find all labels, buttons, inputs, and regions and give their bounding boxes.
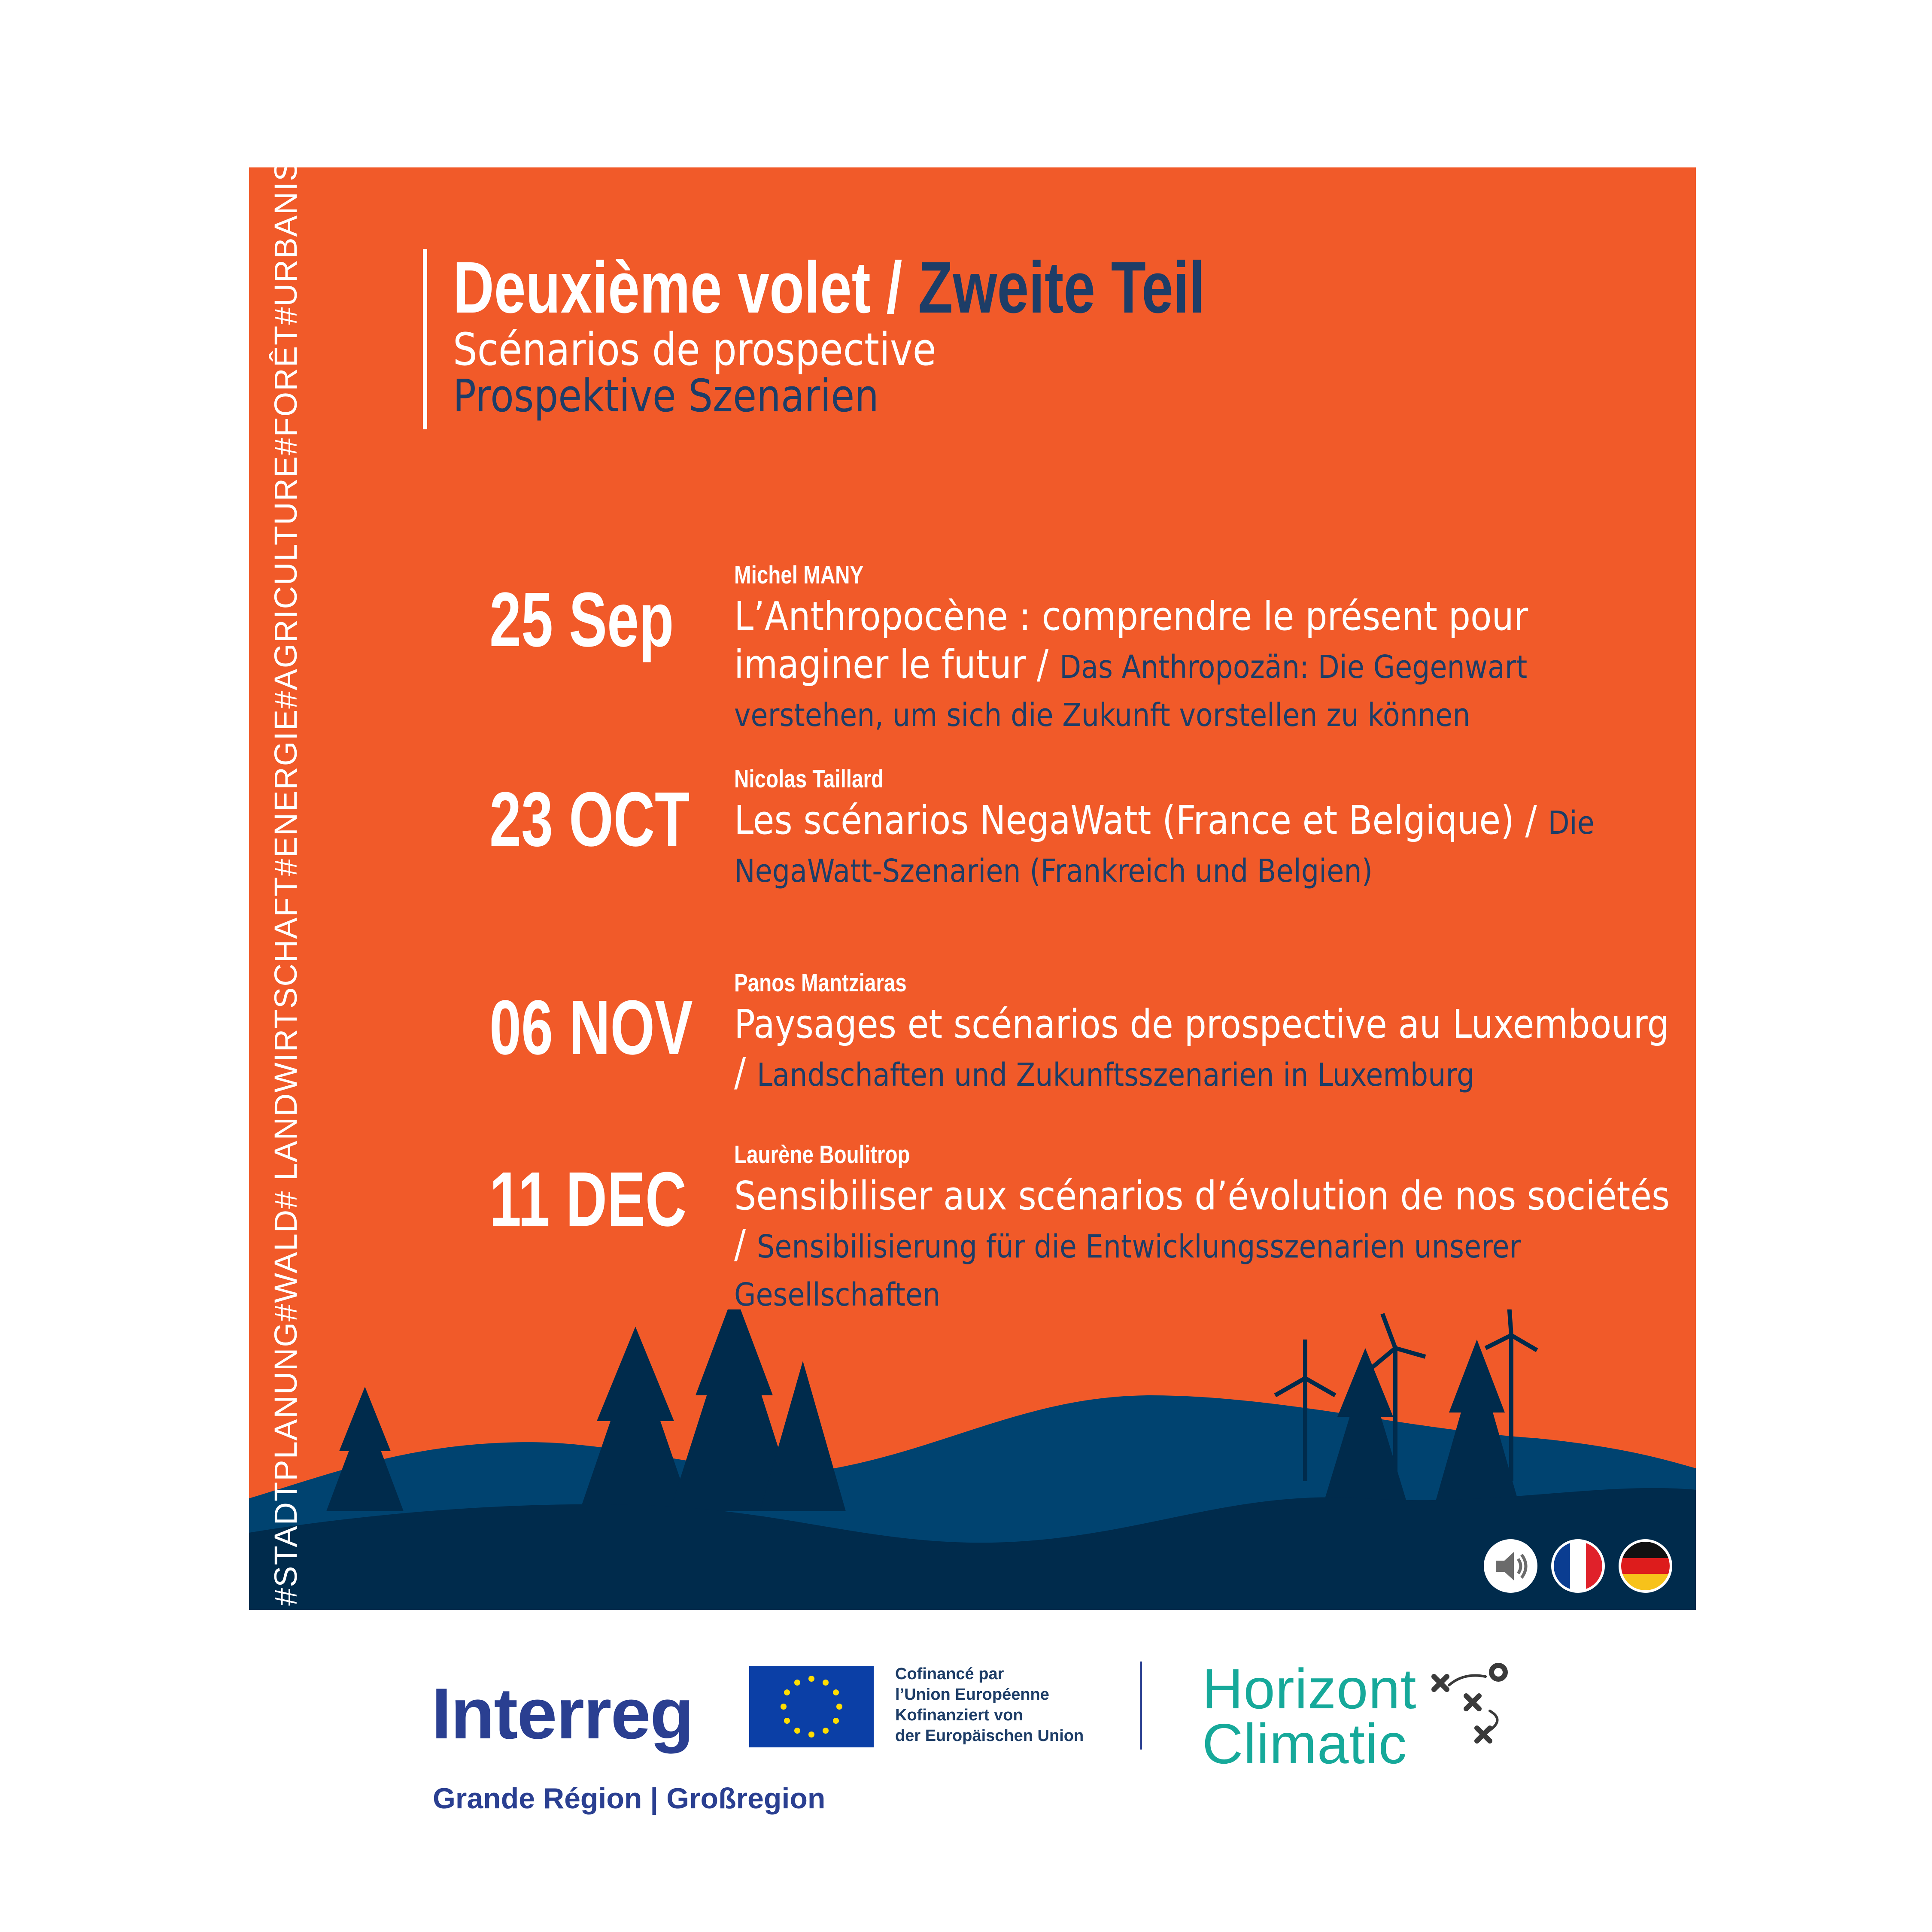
event-date: 11 DEC: [489, 1156, 687, 1242]
cofin-de-line-2: der Europäischen Union: [895, 1727, 1084, 1745]
event-title-fr: Les scénarios NegaWatt (France et Belgique) /: [734, 797, 1548, 843]
cofinancing-text: [895, 1664, 1084, 1746]
french-flag-icon[interactable]: [1551, 1539, 1605, 1593]
event-speaker: Nicolas Taillard: [734, 765, 884, 793]
hashtag-strip: [260, 109, 311, 1606]
event-title-de: Sensibilisierung für die Entwicklungsszenarien unserer Gesellschaften: [734, 1228, 1521, 1313]
event-date: 25 Sep: [489, 577, 674, 663]
footer-divider: [1140, 1662, 1142, 1750]
landscape-illustration: [249, 1309, 1696, 1610]
cofin-de-line-1: Kofinanziert von: [895, 1706, 1023, 1724]
event-title: [734, 1172, 1679, 1316]
german-flag-icon[interactable]: [1619, 1539, 1672, 1593]
event-title-fr: Paysages et scénarios de prospective au Luxembourg /: [734, 1001, 1669, 1095]
speaker-icon[interactable]: [1484, 1539, 1537, 1593]
subtitle-de: Prospektive Szenarien: [453, 370, 879, 422]
page-title: [453, 249, 1205, 326]
event-title-fr: Sensibiliser aux scénarios d’évolution de nos sociétés /: [734, 1173, 1670, 1267]
hashtag: #AGRICULTURE: [267, 455, 304, 709]
title-block: [423, 249, 1417, 429]
event-title: [734, 1000, 1679, 1097]
hashtag: #STADTPLANUNG: [267, 1321, 304, 1606]
horizont-word: Horizont: [1202, 1657, 1417, 1720]
event-title: [734, 796, 1679, 893]
hashtag: #FORÊT: [267, 325, 304, 456]
eu-flag-icon: [749, 1666, 874, 1747]
event-title-de: Das Anthropozän: Die Gegenwart verstehen, um sich die Zukunft vorstellen zu können: [734, 649, 1528, 734]
hashtag: #URBANISME: [267, 109, 304, 325]
hashtag: #ENERGIE: [267, 708, 304, 876]
event-date: 06 NOV: [489, 984, 693, 1071]
title-de: Zweite Teil: [918, 247, 1205, 328]
title-separator: /: [870, 247, 918, 328]
region-label: Grande Région | Großregion: [433, 1782, 826, 1815]
hashtag: #WALD: [267, 1209, 304, 1322]
strategy-x-o-icon: [1425, 1659, 1516, 1750]
cofin-fr-line-1: Cofinancé par: [895, 1665, 1004, 1683]
interreg-logo: Interreg: [431, 1673, 693, 1754]
language-icons: [1484, 1539, 1672, 1593]
event-title-de: Landschaften und Zukunftsszenarien in Luxemburg: [757, 1057, 1475, 1094]
event-date: 23 OCT: [489, 776, 690, 863]
event-speaker: Laurène Boulitrop: [734, 1141, 910, 1169]
event-title-de: Die NegaWatt-Szenarien (Frankreich und Belgien): [734, 805, 1595, 890]
event-speaker: Panos Mantziaras: [734, 969, 907, 997]
climatic-word: Climatic: [1202, 1712, 1407, 1775]
cofin-fr-line-2: l’Union Européenne: [895, 1686, 1049, 1704]
event-speaker: Michel MANY: [734, 561, 864, 589]
event-title: [734, 592, 1679, 737]
horizont-climatic-logo: [1202, 1657, 1417, 1775]
subtitle-fr: Scénarios de prospective: [453, 323, 936, 376]
title-fr: Deuxième volet: [453, 247, 871, 328]
event-title-fr: L’Anthropocène : comprendre le présent pour imaginer le futur /: [734, 593, 1528, 687]
hashtag: # LANDWIRTSCHAFT: [267, 876, 304, 1209]
